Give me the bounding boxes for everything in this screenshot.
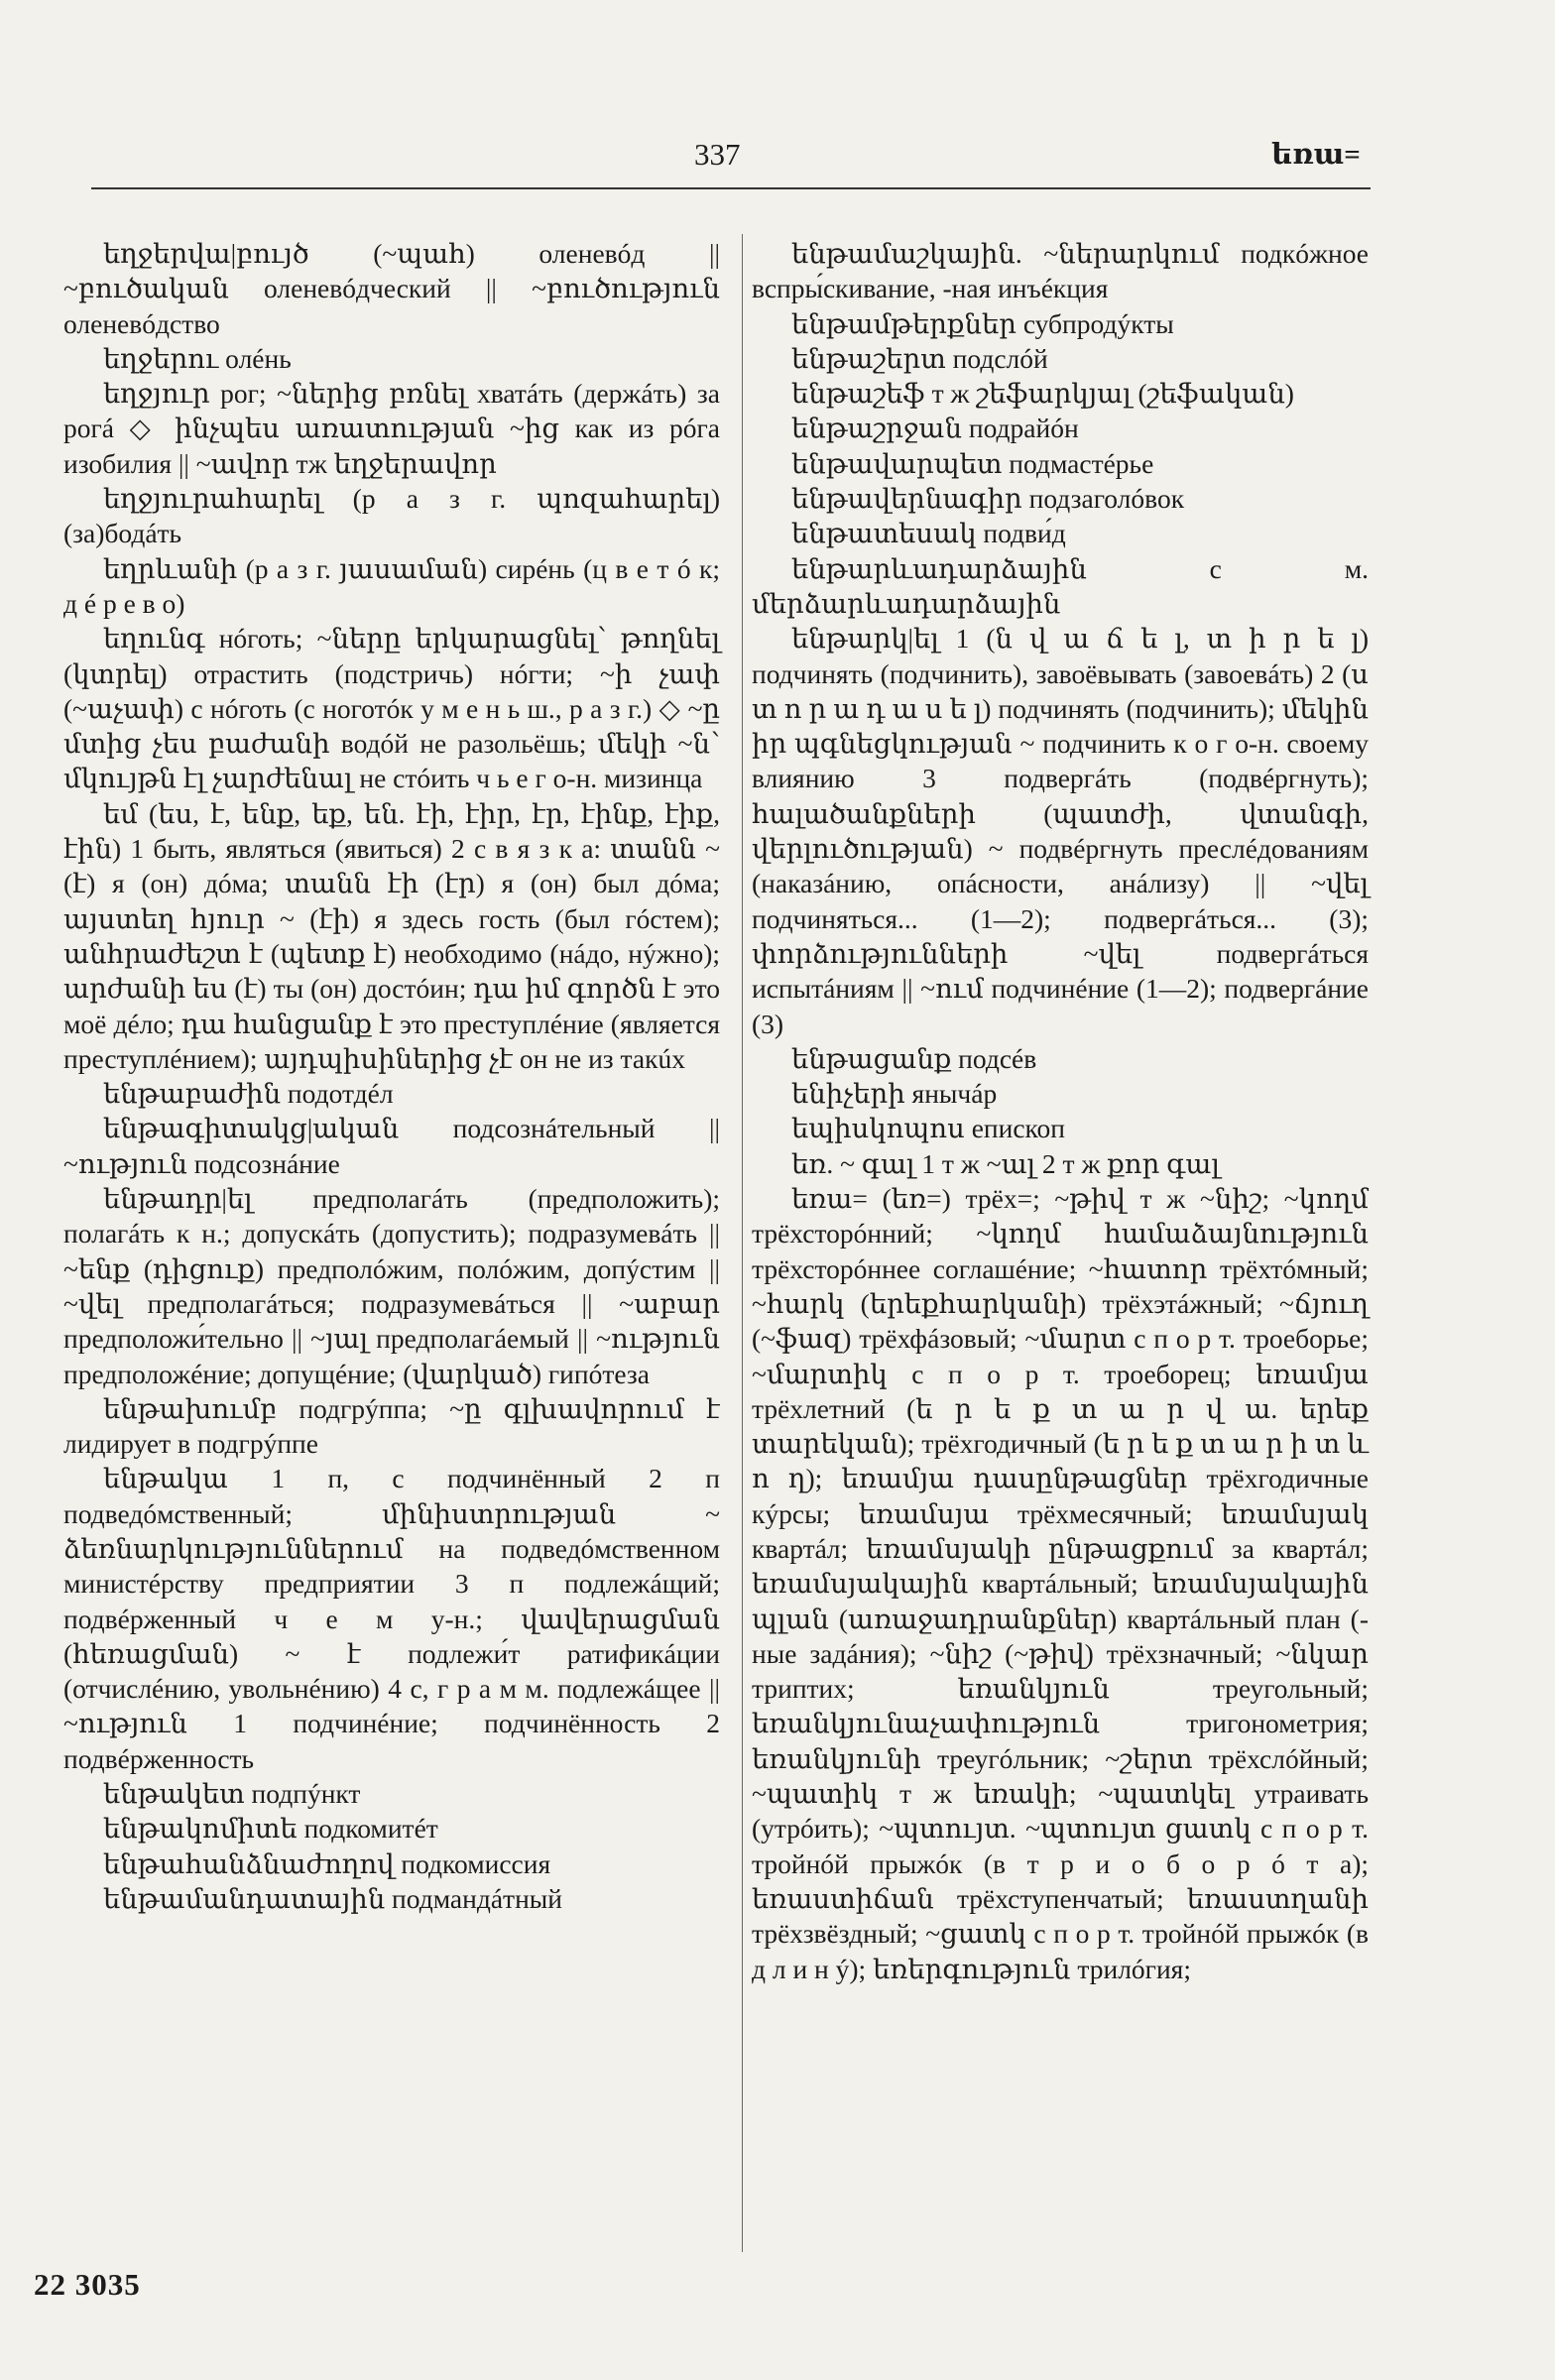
right-column (752, 236, 1369, 1986)
dictionary-entry: եպիսկոպոս епископ (791, 1113, 1065, 1144)
left-column (63, 236, 720, 1916)
dictionary-entry: ենթաբաժին подотдéл (103, 1078, 394, 1110)
dictionary-entry: եմ (ես, է, ենք, եք, են. էի, էիր, էր, էինք, էիք, էին) 1 быть, являться (явиться) 2 с в я з к а: տանն ~ (է) я (он) дóма; տանն էի (էր) я (он) был дóма; այստեղ հյուր ~ (էի) я здесь гость (был гóстем); անհրաժեշտ է (պետք է) необходимо (нáдо, нýжно); արժանի ես (է) ты (он) достóин; դա իմ գործն է это моё дéло; դա հանցանք է это преступлéние (является преступлéнием); այդպիսիներից չէ он не из такúх (63, 797, 720, 1074)
dictionary-entry: ենթակոմիտե подкомитéт (103, 1813, 438, 1844)
dictionary-entry: ենթահանձնաժողով подкомиссия (103, 1847, 551, 1879)
dictionary-entry: ենթամթերքներ субпродýкты (791, 307, 1174, 339)
dictionary-entry: ենթախումբ подгрýппа; ~ը գլխավորում է лидирует в подгрýппе (63, 1392, 720, 1460)
dictionary-entry: եղջյուր рог; ~ներից բռնել хватáть (держáть) за рогá ◇ ինչպես առատության ~ից как из рóга изобилия || ~ավոր тж եղջերավոր (63, 378, 720, 479)
dictionary-entry: ենթամաշկային. ~ներարկում подкóжное вспры́скивание, -ная инъéкция (752, 238, 1369, 304)
dictionary-entry: եղունգ нóготь; ~ները երկարացնել՝ թողնել (կտրել) отрастить (подстричь) нóгти; ~ի չափ (~աչափ) с нóготь (с ноготóк у м е н ь ш., р а з г.) ◇ ~ը մտից չես բաժանի водóй не разольёшь; մեկի ~ն՝ մկույթն էլ չարժենալ не стóить ч ь е г о-н. мизинца (63, 623, 720, 794)
dictionary-entry: եռա= (եռ=) трёх=; ~թիվ т ж ~նիշ; ~կողմ трёхсторóнний; ~կողմ համաձայնություն трёхсторóннее соглашéние; ~հատոր трёхтóмный; ~հարկ (երեքհարկանի) трёхэтáжный; ~ճյուղ (~ֆազ) трёхфáзовый; ~մարտ с п о р т. троеборье; ~մարտիկ с п о р т. троеборец; եռամյա трёхлетний (ե ր ե ք տ ա ր վ ա. երեք տարեկան); трёхгодичный (ե ր ե ք տ ա ր ի տ և ո ղ); եռամյա դասընթացներ трёхгодичные кýрсы; եռամսյա трёхмесячный; եռամսյակ квартáл; եռամսյակի ընթացքում за квартáл; եռամսյակային квартáльный; եռամսյակային պլան (առաջադրանքներ) квартáльный план (-ные задáния); ~նիշ (~թիվ) трёхзначный; ~նկար триптих; եռանկյուն треугольный; եռանկյունաչափություն тригонометрия; եռանկյունի треугóльник; ~շերտ трёхслóйный; ~պատիկ т ж եռակի; ~պատկել утраивать (утрóить); ~պտույտ. ~պտույտ ցատկ с п о р т. тройнóй прыжóк (в т р и о б о р ó т а); եռաստիճան трёхступенчатый; եռաստղանի трёхзвёздный; ~ցատկ с п о р т. тройнóй прыжóк (в д л и н ý); եռերգություն трилóгия; (752, 1183, 1369, 1984)
dictionary-entry: ենիչերի янычáр (791, 1078, 998, 1110)
dictionary-entry: ենթակա 1 п, с подчинённый 2 п подведóмственный; մինիստրության ~ ձեռնարկություններում на подведóмственном министéрству предприятии 3 п подлежáщий; подвéрженный ч е м у-н.; վավերացման (հեռացման) ~ է подлежи́т ратификáции (отчислéнию, увольнéнию) 4 с, г р а м м. подлежáщее || ~ություն 1 подчинéние; подчинённость 2 подвéрженность (63, 1463, 720, 1774)
dictionary-entry: ենթամանդատային подмандáтный (103, 1882, 562, 1914)
dictionary-entry: եռ. ~ գալ 1 т ж ~ալ 2 т ж քոր գալ (791, 1147, 1220, 1179)
dictionary-entry: ենթավարպետ подмастéрье (791, 447, 1154, 479)
dictionary-entry: ենթաշրջան подрайóн (791, 413, 1079, 444)
dictionary-entry: ենթաշեֆ т ж շեֆարկյալ (շեֆական) (791, 378, 1294, 410)
dictionary-entry: եղջյուրահարել (р а з г. պոզահարել) (за)бодáть (63, 483, 720, 549)
dictionary-entry: ենթարևադարձային с м. մերձարևադարձային (752, 552, 1369, 619)
dictionary-entry: ենթարկ|ել 1 (ն վ ա ճ ե լ, տ ի ր ե լ) подчинять (подчинить), завоёвывать (завоевáть) 2 (ս տ ո ր ա դ ա ս ե լ) подчинять (подчинить); մեկին իր պգնեցկության ~ подчинить к о г о-н. своему влиянию 3 подвергáть (подвéргнуть); հալածանքների (պատժի, վտանգի, վերլուծության) ~ подвéргнуть преслéдованиям (наказáнию, опáсности, анáлизу) || ~վել подчиняться... (1—2); подвергáться... (3); փորձությունների ~վել подвергáться испытáниям || ~ում подчинéние (1—2); подвергáние (3) (752, 623, 1369, 1039)
dictionary-entry: ենթադր|ել предполагáть (предположить); полагáть к н.; допускáть (допустить); подразумевáть || ~ենք (դիցուք) предполóжим, полóжим, допýстим || ~վել предполагáться; подразумевáться || ~աբար предположи́тельно || ~յալ предполагáемый || ~ություն предположéние; допущéние; (վարկած) гипóтеза (63, 1183, 720, 1389)
dictionary-entry: եղջերվա|բույծ (~պահ) оленевóд || ~բուծական оленевóдческий || ~բուծություն оленевóдство (63, 238, 720, 339)
dictionary-entry: ենթավերնագիր подзаголóвок (791, 483, 1185, 515)
dictionary-entry: ենթացանք подсéв (791, 1042, 1037, 1074)
running-head: եռա= (1271, 139, 1361, 171)
dictionary-entry: ենթագիտակց|ական подсознáтельный || ~ություն подсознáние (63, 1113, 720, 1179)
dictionary-entry: ենթաշերտ подслóй (791, 342, 1048, 374)
page-number: 337 (694, 137, 741, 172)
column-divider (742, 234, 743, 2252)
dictionary-entry: ենթակետ подпýнкт (103, 1778, 361, 1810)
dictionary-entry: եղջերու олéнь (103, 342, 292, 374)
dictionary-entry: ենթատեսակ подви́д (791, 518, 1066, 549)
printer-signature: 22 3035 (34, 2267, 141, 2302)
dictionary-entry: եղրևանի (р а з г. յասաման) сирéнь (ц в е т ó к; д é р е в о) (63, 552, 720, 619)
header-rule (91, 187, 1371, 189)
